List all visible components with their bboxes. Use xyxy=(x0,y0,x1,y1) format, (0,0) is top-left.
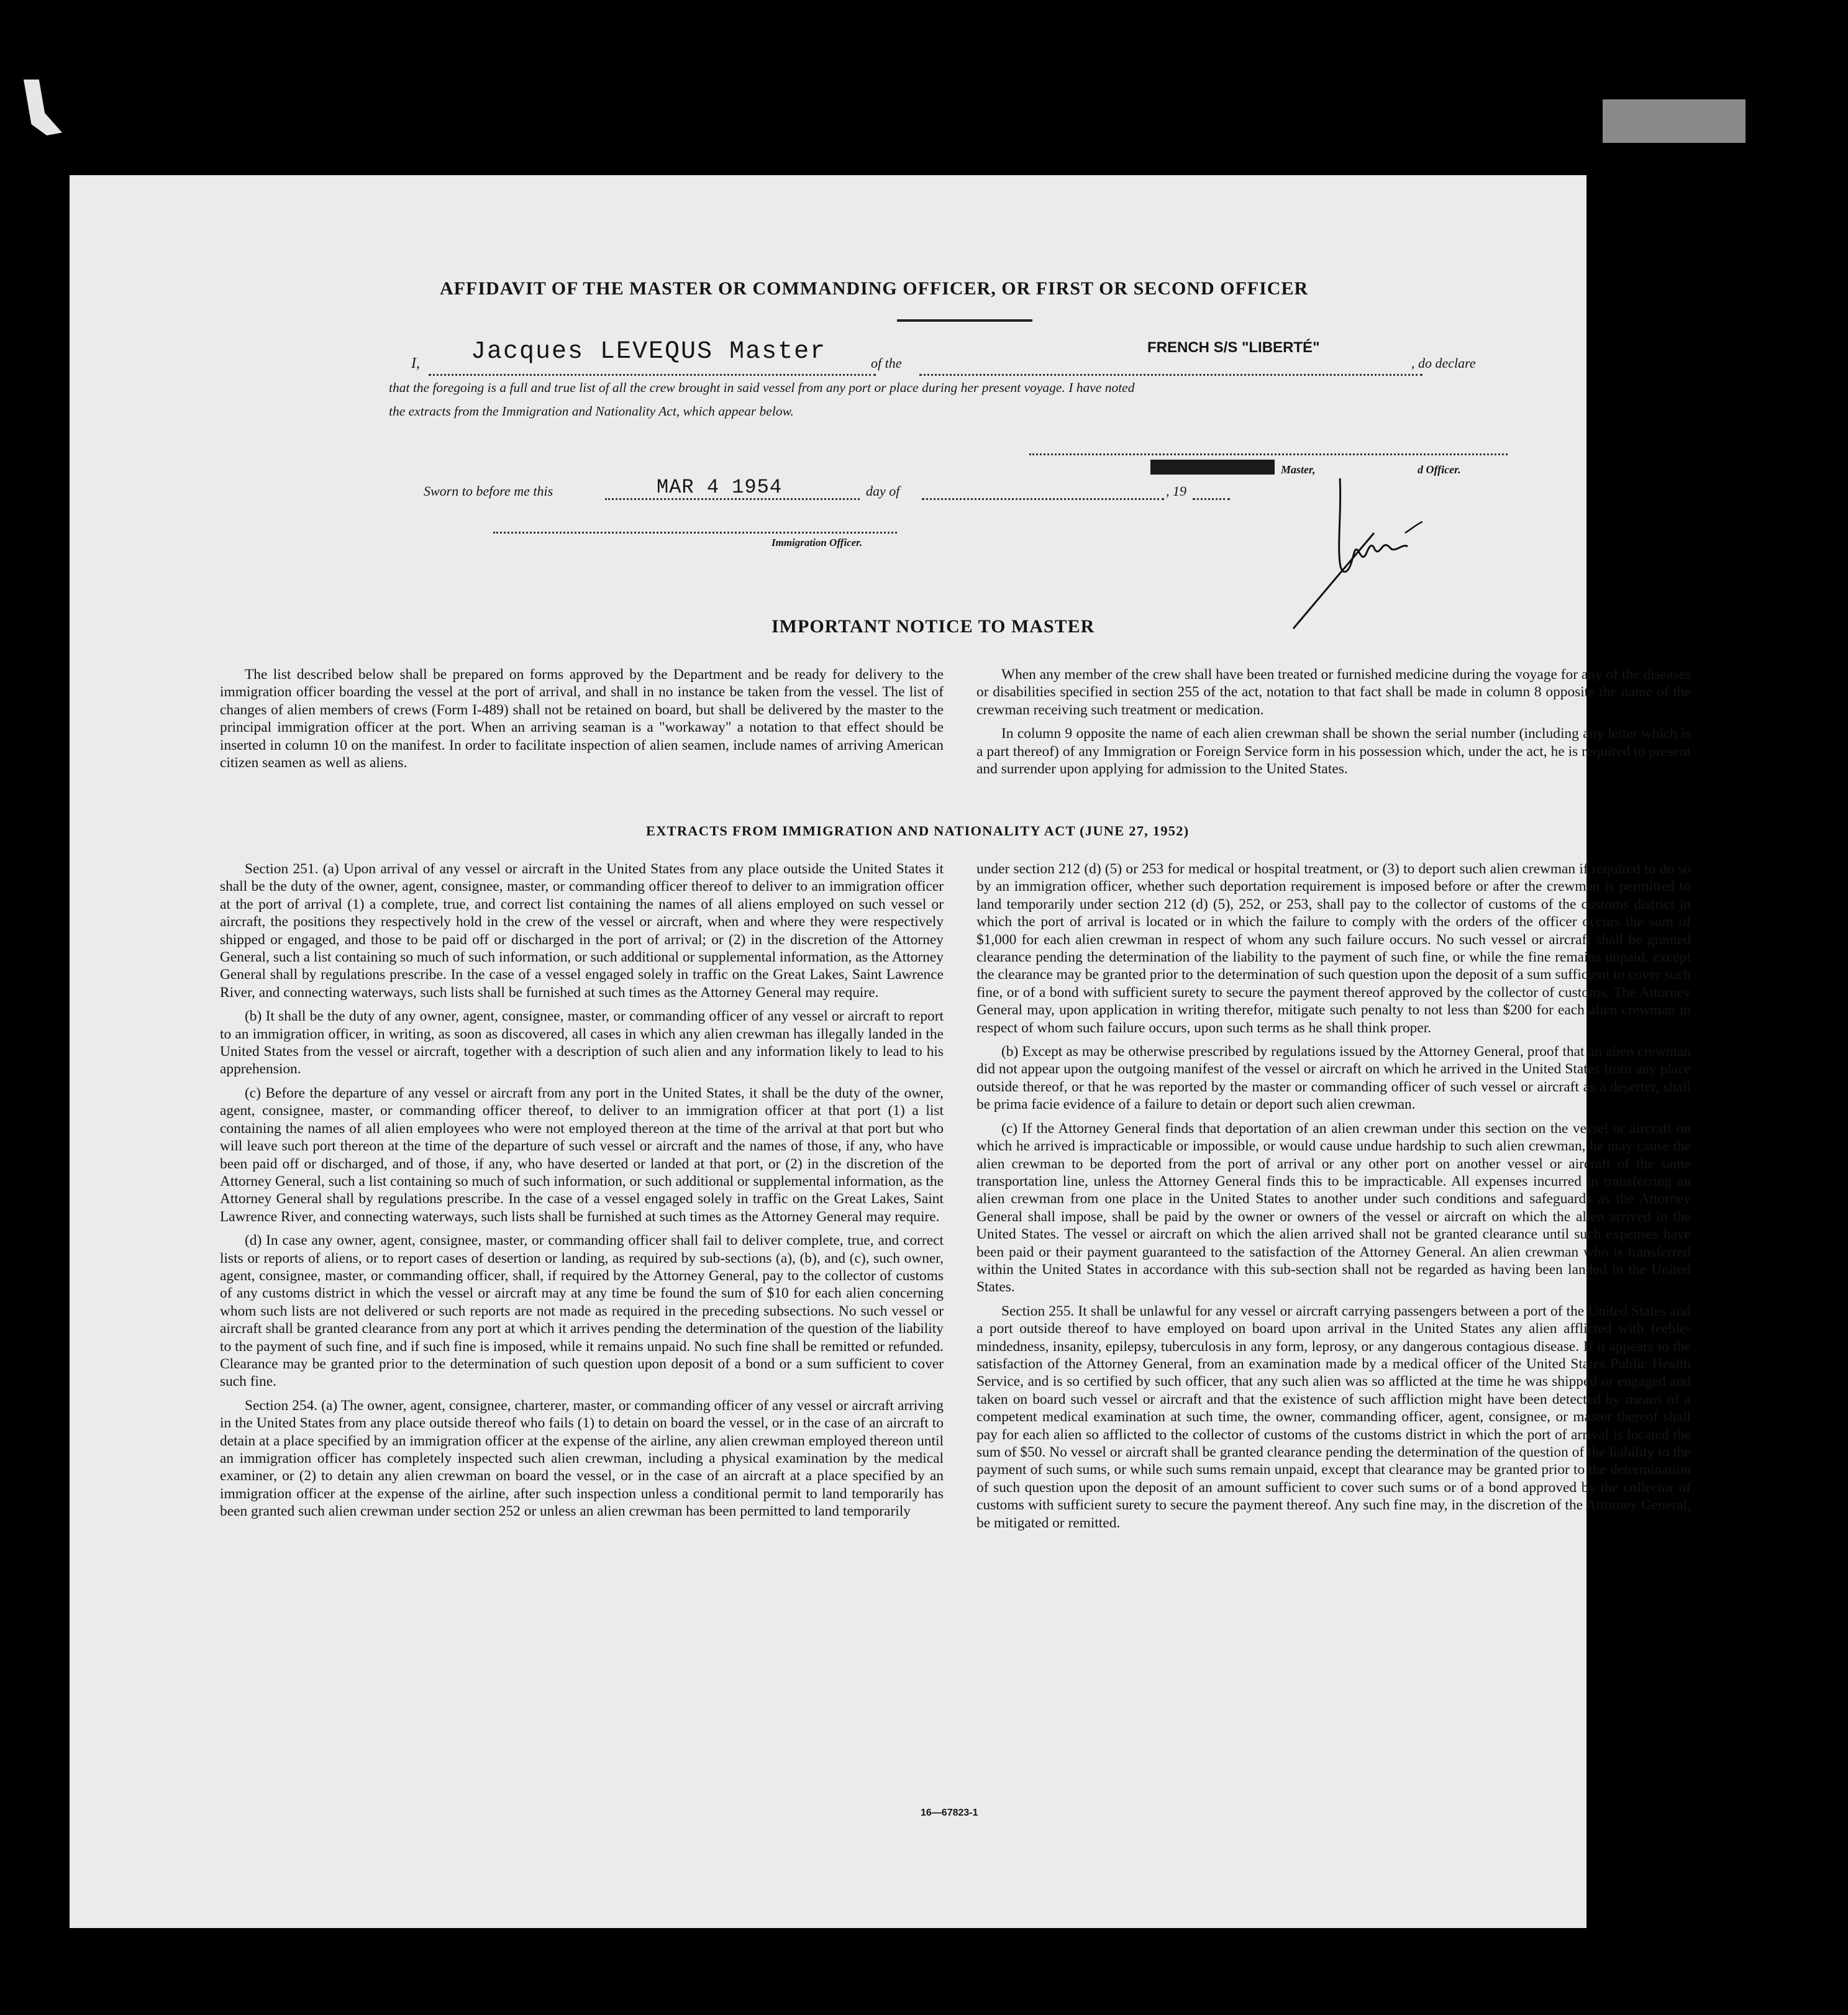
do-declare-label: , do declare xyxy=(1411,355,1476,371)
section-251-a: Section 251. (a) Upon arrival of any vessel or aircraft in the United States from any place outside the United States it shall be the duty of the owner, agent, consignee, master, or commanding officer thereof to deliver to an immigration officer at the port of arrival (1) a complete, true, and correct list containing the names of all aliens employed on such vessel or aircraft, the positions they respectively hold in the crew of the vessel or aircraft, when and where they were respectively shipped or engaged, and those to be paid off or discharged in the port of arrival; or (2) in the discretion of the Attorney General, such a list containing so much of such information, or such additional or supplemental information, as the Attorney General shall by regulations prescribe. In the case of a vessel engaged solely in traffic on the Great Lakes, Saint Lawrence River, and connecting waterways, such lists shall be furnished at such times as the Attorney General may require. xyxy=(220,861,944,1001)
day-of-label: day of xyxy=(866,483,900,499)
immigration-officer-signature-line xyxy=(493,529,897,534)
notice-left-column xyxy=(220,666,944,778)
notice-right-paragraph-2: In column 9 opposite the name of each alien crewman shall be shown the serial number (including any letter which is a part thereof) of any Immigration or Foreign Service form in his possession which, under the act, he is required to present and surrender upon applying for admission to the United States. xyxy=(976,725,1691,778)
of-the-label: of the xyxy=(871,355,902,371)
ship-name: FRENCH S/S "LIBERTÉ" xyxy=(1147,339,1320,356)
immigration-officer-label: Immigration Officer. xyxy=(772,537,863,548)
punch-hole-icon xyxy=(1659,264,1681,283)
title-divider xyxy=(897,319,1032,322)
punch-hole-icon xyxy=(1752,1321,1779,1348)
year-label: , 19 xyxy=(1166,483,1186,499)
master-signature-line xyxy=(1029,451,1508,455)
date-stamp: MAR 4 1954 xyxy=(657,476,783,499)
handwritten-signature xyxy=(1281,473,1467,647)
extracts-left-column xyxy=(220,860,944,1527)
punch-hole-icon xyxy=(1752,687,1779,714)
punch-hole-icon xyxy=(1624,262,1643,281)
officer-label: d Officer. xyxy=(1418,463,1461,476)
notice-left-paragraph: The list described below shall be prepared on forms approved by the Department and be ready for delivery to the immigration officer boarding the vessel at the port of arrival, and shall in no instance be taken from the vessel. The list of changes of alien members of crews (Form I-489) shall not be retained on board, but shall be delivered by the master to the principal immigration officer at the port. When an arriving seaman is a "workaway" a notation to that effect should be inserted in column 10 on the manifest. In order to facilitate inspection of alien seamen, include names of arriving American citizen seamen as well as aliens. xyxy=(220,666,944,771)
extracts-title: EXTRACTS FROM IMMIGRATION AND NATIONALITY ACT (JUNE 27, 1952) xyxy=(646,823,1190,839)
punch-hole-icon xyxy=(1752,1693,1779,1721)
section-255: Section 255. It shall be unlawful for any vessel or aircraft carrying passengers between a port of the United States and a port outside thereof to have employed on board upon arrival in the United States any alien afflicted with feeble-mindedness, insanity, epilepsy, tuberculosis in any form, leprosy, or any dangerous contagious disease. If it appears to the satisfaction of the Attorney General, from an examination made by a medical officer of the United States Public Health Service, and is so certified by such officer, that any such alien was so afflicted at the time he was shipped or engaged and taken on board such vessel or aircraft and that the existence of such affliction might have been detected by means of a competent medical examination at such time, the owner, commanding officer, agent, consignee, or master thereof shall pay for each alien so afflicted to the collector of customs of the customs district in which the port of arrival is located the sum of $50. No vessel or aircraft shall be granted clearance pending the determination of the question of the liability to the payment of such sums, or while such sums remain unpaid, except that clearance may be granted prior to the determination of such question upon the deposit of an amount sufficient to cover such sums or of a bond approved by the collector of customs with sufficient surety to secure the payment thereof. Any such fine may, in the discretion of the Attorney General, be mitigated or remitted. xyxy=(976,1303,1691,1531)
notice-title: IMPORTANT NOTICE TO MASTER xyxy=(772,616,1095,637)
month-underline xyxy=(922,493,1164,500)
affidavit-title: AFFIDAVIT OF THE MASTER OR COMMANDING OFFICER, OR FIRST OR SECOND OFFICER xyxy=(440,278,1309,299)
document-page xyxy=(70,175,1691,1928)
scan-edge-shadow xyxy=(1603,99,1746,143)
section-251-d: (d) In case any owner, agent, consignee, master, or commanding officer shall fail to deliver complete, true, and correct lists or reports of aliens, or to report cases of desertion or landing, as required by sub-sections (a), (b), and (c), such owner, agent, consignee, master, or commanding officer, shall, if required by the Attorney General, pay to the collector of customs of any customs district in which the vessel or aircraft may at any time be found the sum of $10 for each alien concerning whom such lists are not delivered or such reports are not made as required in the preceding subsections. No such vessel or aircraft shall be granted clearance from any port at which it arrives pending the determination of the question of the liability to the payment of such fine, and if such fine is imposed, while it remains unpaid. No such fine shall be remitted or refunded. Clearance may be granted prior to the determination of such question upon deposit of a bond or a sum sufficient to cover such fine. xyxy=(220,1232,944,1390)
section-254-a-continued: under section 212 (d) (5) or 253 for medical or hospital treatment, or (3) to deport such alien crewman if required to do so by an immigration officer, whether such deportation requirement is imposed before or after the crewman is permitted to land temporarily under section 212 (d) (5), 252, or 253, shall pay to the collector of customs of the customs district in which the port of arrival is located or in which the failure to comply with the orders of the officer occurs the sum of $1,000 for each alien crewman in respect of whom any such failure occurs. No such vessel or aircraft shall be granted clearance pending the determination of the liability to the payment of such fine, or while the fine remains unpaid, except the clearance may be granted prior to the determination of such question upon the deposit of a sum sufficient to cover such fine, or of a bond with sufficient surety to secure the payment thereof approved by the collector of customs. The Attorney General may, upon application in writing therefor, mitigate such penalty to not less than $200 for each alien crewman in respect of whom such failure occurs, upon such terms as he shall think proper. xyxy=(976,861,1691,1036)
declaration-line-2: the extracts from the Immigration and Nationality Act, which appear below. xyxy=(389,404,794,419)
declaration-line-1: that the foregoing is a full and true list of all the crew brought in said vessel from any port or place during her present voyage. I have noted xyxy=(389,380,1135,395)
master-name: Jacques LEVEQUS Master xyxy=(471,338,827,366)
name-underline xyxy=(429,368,876,376)
section-254-b: (b) Except as may be otherwise prescribed by regulations issued by the Attorney General, proof that an alien crewman did not appear upon the outgoing manifest of the vessel or aircraft on which he arrived in the United States from any place outside thereof, or that he was reported by the master or commanding officer of such vessel or aircraft as a deserter, shall be prima facie evidence of a failure to detain or deport such alien crewman. xyxy=(976,1044,1691,1113)
punch-hole-icon xyxy=(1752,302,1779,329)
extracts-right-column xyxy=(976,860,1691,1538)
section-254-c: (c) If the Attorney General finds that deportation of an alien crewman under this section on the vessel or aircraft on which he arrived is impracticable or impossible, or would cause undue hardship to such alien crewman, he may cause the alien crewman to be deported from the port of arrival or any other port on another vessel or aircraft of the same transportation line, unless the Attorney General finds this to be impracticable. All expenses incurred in transferring an alien crewman from one place in the United States to another under such conditions and safeguards as the Attorney General shall impose, shall be paid by the owner or owners of the vessel or aircraft on which the alien arrived in the United States. The vessel or aircraft on which the alien arrived shall not be granted clearance until such expenses have been paid or their payment guaranteed to the satisfaction of the Attorney General. An alien crewman who is transferred within the United States in accordance with this sub-section shall not be regarded as having been landed in the United States. xyxy=(976,1120,1691,1296)
master-label: Master, xyxy=(1281,463,1316,476)
notice-right-column xyxy=(976,666,1691,784)
section-254-a: Section 254. (a) The owner, agent, consignee, charterer, master, or commanding officer of any vessel or aircraft arriving in the United States from any place outside thereof who fails (1) to detain on board the vessel, or in the case of an aircraft to detain at a place specified by an immigration officer at the expense of the airline, any alien crewman employed thereon until an immigration officer has completely inspected such alien crewman, including a physical examination by the medical examiner, or (2) to detain any alien crewman on board the vessel, or in the case of an aircraft at a place specified by an immigration officer at the expense of the airline, after such inspection unless a conditional permit to land temporarily has been granted such alien crewman under section 252 or unless an alien crewman has been permitted to land temporarily xyxy=(220,1397,944,1520)
punch-hole-icon xyxy=(1752,395,1779,422)
declaration-prefix: I, xyxy=(411,355,420,371)
section-251-c: (c) Before the departure of any vessel or aircraft from any port in the United States, it shall be the duty of the owner, agent, consignee, master, or commanding officer thereof, to deliver to an immigration officer at that port (1) a list containing the names of all alien employees who were not employed thereon at the time of the arrival at that port but who will leave such port thereon at the time of the departure of such vessel or aircraft and the names of those, if any, who have been paid off or discharged, and of those, if any, who have deserted or landed at that port, or (2) in the discretion of the Attorney General, such a list containing so much of such information, or such additional or supplemental information, as the Attorney General shall by regulations prescribe. In the case of a vessel engaged solely in traffic on the Great Lakes, Saint Lawrence River, and connecting waterways, such lists shall be furnished at such times as the Attorney General may require. xyxy=(220,1085,944,1225)
section-251-b: (b) It shall be the duty of any owner, agent, consignee, master, or commanding officer of any vessel or aircraft to report to an immigration officer, in writing, as soon as discovered, all cases in which any alien crewman has illegally landed in the United States from the vessel or aircraft, together with a description of such alien and any information likely to lead to his apprehension. xyxy=(220,1008,944,1078)
ship-underline xyxy=(919,368,1422,376)
sworn-before-label: Sworn to before me this xyxy=(424,483,553,499)
punch-hole-icon xyxy=(1752,780,1779,807)
form-number: 16—67823-1 xyxy=(921,1808,978,1818)
year-underline xyxy=(1193,493,1230,500)
notice-right-paragraph-1: When any member of the crew shall have been treated or furnished medicine during the voyage for any of the diseases or disabilities specified in section 255 of the act, notation to that fact shall be made in column 8 opposite the name of the crewman receiving such treatment or medication. xyxy=(976,666,1691,718)
redaction-bar xyxy=(1150,460,1275,475)
